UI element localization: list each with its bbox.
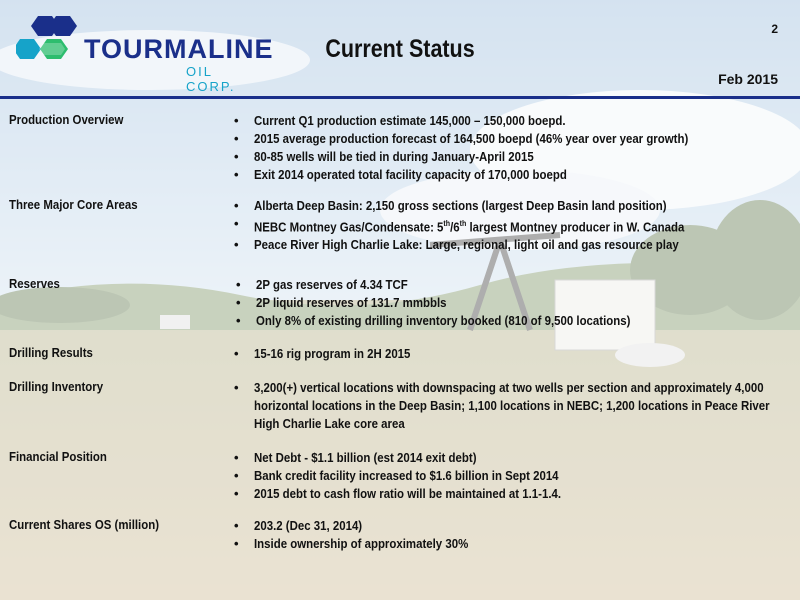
- bullet-icon: •: [234, 131, 239, 146]
- bullet-icon: •: [234, 468, 239, 483]
- list-item: • 2015 debt to cash flow ratio will be maintained at 1.1-1.4.: [234, 486, 562, 501]
- list-item: • Alberta Deep Basin: 2,150 gross sections (largest Deep Basin land position): [234, 198, 667, 213]
- list-item: • Only 8% of existing drilling inventory booked (810 of 9,500 locations): [236, 313, 631, 328]
- bullet-icon: •: [234, 149, 239, 164]
- bullet-list: [230, 517, 790, 553]
- bullet-icon: •: [234, 346, 239, 361]
- bullet-list: [232, 276, 792, 330]
- list-item: • 2P liquid reserves of 131.7 mmbbls: [236, 295, 447, 310]
- bullet-list: [230, 112, 790, 184]
- section-label: Financial Position: [9, 449, 107, 464]
- bullet-icon: •: [234, 198, 239, 213]
- list-item: • Net Debt - $1.1 billion (est 2014 exit debt): [234, 450, 477, 465]
- bullet-icon: •: [234, 486, 239, 501]
- bullet-list: [230, 449, 790, 503]
- list-item: • Exit 2014 operated total facility capacity of 170,000 boepd: [234, 167, 567, 182]
- bullet-icon: •: [236, 295, 241, 310]
- section-label: Production Overview: [9, 112, 124, 127]
- bullet-icon: •: [234, 167, 239, 182]
- bullet-icon: •: [234, 237, 239, 253]
- bullet-icon: •: [236, 277, 241, 292]
- bullet-icon: •: [234, 536, 239, 551]
- section-label: Current Shares OS (million): [9, 517, 160, 532]
- bullet-icon: •: [234, 113, 239, 128]
- list-item: • Bank credit facility increased to $1.6 billion in Sept 2014: [234, 468, 559, 483]
- bullet-list: [230, 345, 790, 363]
- header-divider: [0, 96, 800, 99]
- list-item: • 203.2 (Dec 31, 2014): [234, 518, 363, 533]
- list-item: • Peace River High Charlie Lake: Large, regional, light oil and gas resource play: [234, 237, 679, 253]
- bullet-icon: •: [234, 380, 239, 395]
- section-label: Drilling Results: [9, 345, 93, 360]
- list-item: • 3,200(+) vertical locations with downspacing at two wells per section and approximately 4,000 horizontal locations in the Deep Basin; 1,100 locations in NEBC; 1,200 locations in Peace River High Charlie Lake core area: [234, 380, 770, 431]
- list-item: • Current Q1 production estimate 145,000 – 150,000 boepd.: [234, 113, 566, 128]
- montney-bullet: NEBC Montney Gas/Condensate: 5th/6th largest Montney producer in W. Canada: [254, 219, 685, 235]
- bullet-list: [230, 379, 790, 433]
- list-item: • 15-16 rig program in 2H 2015: [234, 346, 411, 361]
- bullet-list: [230, 197, 790, 254]
- list-item: • 2015 average production forecast of 164,500 boepd (46% year over year growth): [234, 131, 689, 146]
- section-label: Three Major Core Areas: [9, 197, 138, 212]
- section-label: Drilling Inventory: [9, 379, 104, 394]
- logo-wordmark: TOURMALINE: [84, 34, 274, 64]
- list-item: • 2P gas reserves of 4.34 TCF: [236, 277, 408, 292]
- slide-date: Feb 2015: [718, 71, 778, 87]
- bullet-icon: •: [234, 450, 239, 465]
- logo-subtitle: OIL CORP.: [186, 64, 236, 94]
- list-item: [230, 215, 790, 236]
- section-label: Reserves: [9, 276, 60, 291]
- bullet-icon: •: [234, 216, 239, 231]
- bullet-icon: •: [234, 518, 239, 533]
- page-title: Current Status: [325, 35, 475, 63]
- bullet-icon: •: [236, 313, 241, 328]
- page-number: 2: [771, 22, 778, 36]
- list-item: • Inside ownership of approximately 30%: [234, 536, 469, 551]
- list-item: • 80-85 wells will be tied in during January-April 2015: [234, 149, 534, 164]
